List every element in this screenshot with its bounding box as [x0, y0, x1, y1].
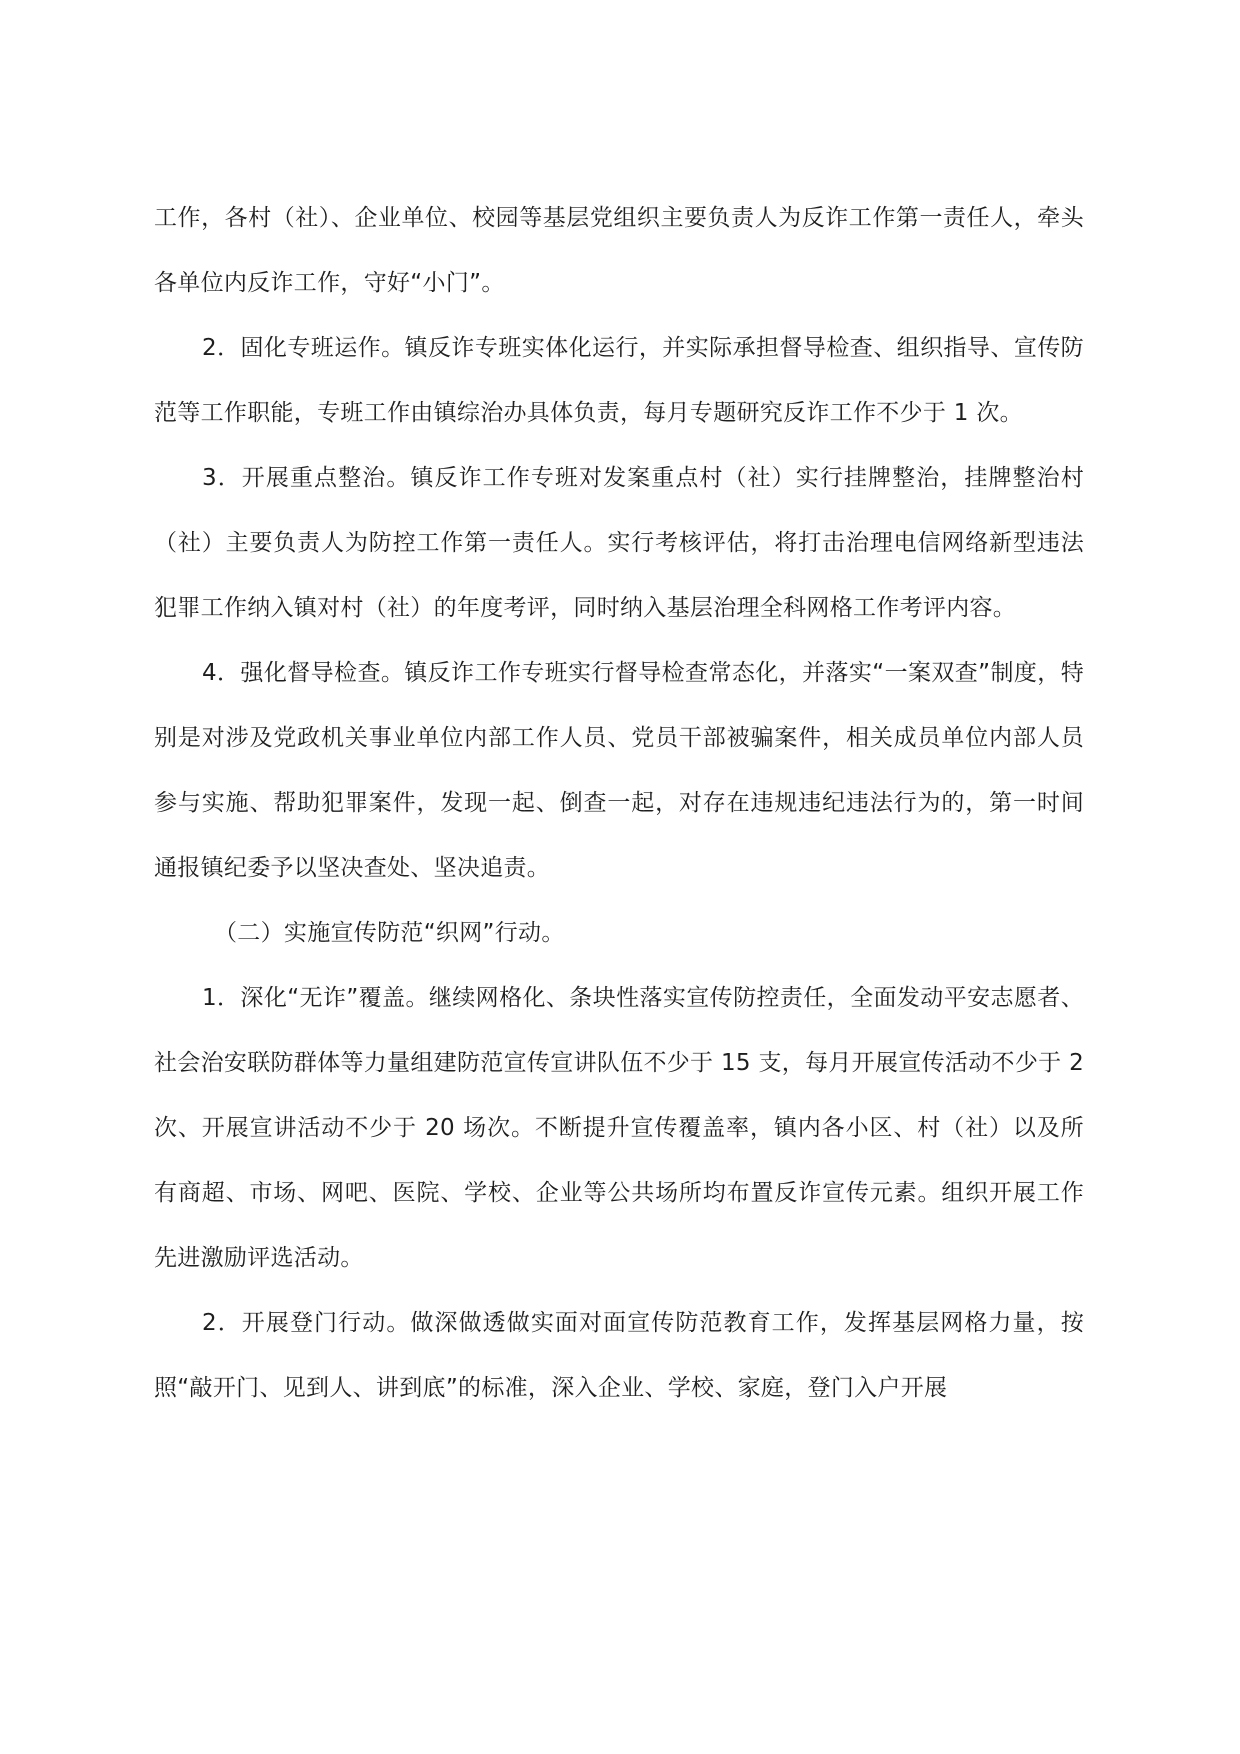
paragraph-item-1-coverage: 1．深化“无诈”覆盖。继续网格化、条块性落实宣传防控责任，全面发动平安志愿者、社会治安联防群体等力量组建防范宣传宣讲队伍不少于 15 支，每月开展宣传活动不少于 2 次、开展宣讲活动不少于 20 场次。不断提升宣传覆盖率，镇内各小区、村（社）以及所有商超、市场、网吧、医院、学校、企业等公共场所均布置反诈宣传元素。组织开展工作先进激励评选活动。: [154, 985, 1084, 1271]
paragraph-item-2-fixed-team: 2．固化专班运作。镇反诈专班实体化运行，并实际承担督导检查、组织指导、宣传防范等工作职能，专班工作由镇综治办具体负责，每月专题研究反诈工作不少于 1 次。: [154, 335, 1084, 426]
paragraph-continuation: 工作，各村（社）、企业单位、校园等基层党组织主要负责人为反诈工作第一责任人，牵头各单位内反诈工作，守好“小门”。: [154, 205, 1084, 296]
paragraph-item-4-supervision: 4．强化督导检查。镇反诈工作专班实行督导检查常态化，并落实“一案双查”制度，特别是对涉及党政机关事业单位内部工作人员、党员干部被骗案件，相关成员单位内部人员参与实施、帮助犯罪案件，发现一起、倒查一起，对存在违规违纪违法行为的，第一时间通报镇纪委予以坚决查处、坚决追责。: [154, 660, 1084, 881]
paragraph-item-2-door-to-door: 2．开展登门行动。做深做透做实面对面宣传防范教育工作，发挥基层网格力量，按照“敲开门、见到人、讲到底”的标准，深入企业、学校、家庭，登门入户开展: [154, 1310, 1084, 1401]
paragraph-item-3-key-rectification: 3．开展重点整治。镇反诈工作专班对发案重点村（社）实行挂牌整治，挂牌整治村（社）主要负责人为防控工作第一责任人。实行考核评估，将打击治理电信网络新型违法犯罪工作纳入镇对村（社）的年度考评，同时纳入基层治理全科网格工作考评内容。: [154, 465, 1084, 621]
section-heading-publicity: （二）实施宣传防范“织网”行动。: [214, 920, 565, 946]
document-body: [154, 186, 1084, 1421]
